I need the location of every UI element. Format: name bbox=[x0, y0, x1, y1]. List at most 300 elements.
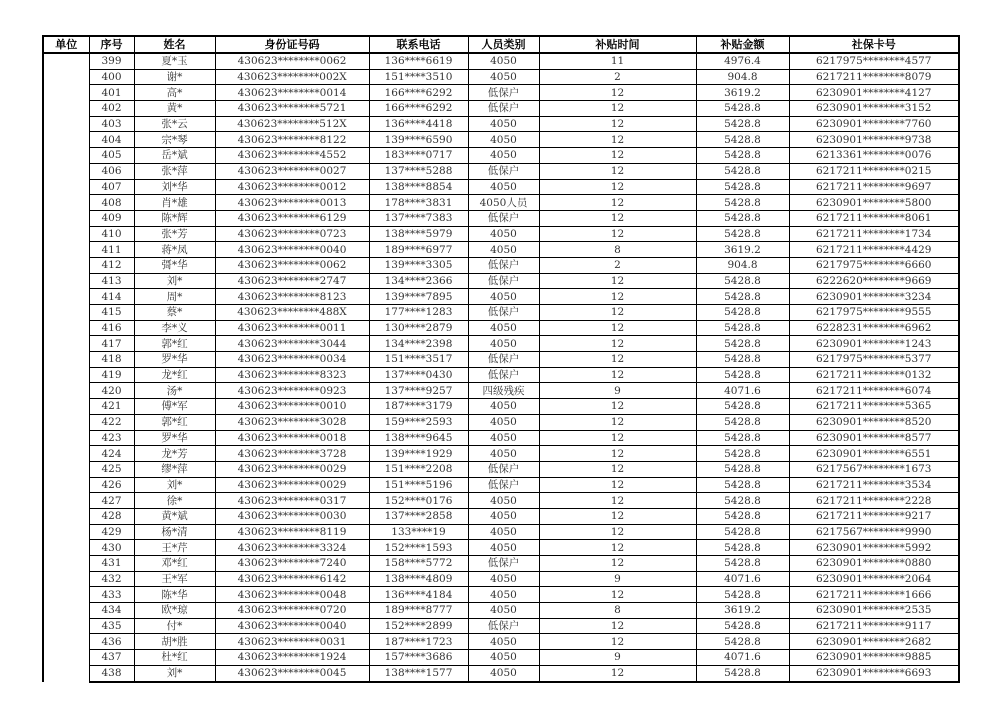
subsidy-months-cell: 12 bbox=[539, 305, 696, 321]
table-row bbox=[43, 273, 959, 289]
phone-cell: 133****19 bbox=[369, 524, 468, 540]
subsidy-months-cell: 12 bbox=[539, 85, 696, 101]
card-number-cell: 6217211********2228 bbox=[789, 493, 959, 509]
name-cell: 陈*华 bbox=[134, 587, 215, 603]
id-number-cell: 430623********0029 bbox=[215, 461, 369, 477]
subsidy-months-cell: 12 bbox=[539, 477, 696, 493]
subsidy-amount-cell: 5428.8 bbox=[696, 179, 789, 195]
seq-cell: 403 bbox=[89, 116, 134, 132]
subsidy-amount-cell: 5428.8 bbox=[696, 226, 789, 242]
subsidy-months-cell: 12 bbox=[539, 430, 696, 446]
id-number-cell: 430623********512X bbox=[215, 116, 369, 132]
seq-cell: 422 bbox=[89, 414, 134, 430]
category-cell: 4050 bbox=[468, 399, 539, 415]
category-cell: 低保户 bbox=[468, 556, 539, 572]
table-row bbox=[43, 556, 959, 572]
phone-cell: 189****6977 bbox=[369, 242, 468, 258]
subsidy-months-cell: 9 bbox=[539, 571, 696, 587]
phone-cell: 177****1283 bbox=[369, 305, 468, 321]
subsidy-months-cell: 12 bbox=[539, 367, 696, 383]
table-row bbox=[43, 430, 959, 446]
subsidy-months-cell: 12 bbox=[539, 163, 696, 179]
name-cell: 缪*萍 bbox=[134, 461, 215, 477]
subsidy-amount-cell: 3619.2 bbox=[696, 603, 789, 619]
name-cell: 周* bbox=[134, 289, 215, 305]
subsidy-amount-cell: 5428.8 bbox=[696, 446, 789, 462]
category-cell: 4050 bbox=[468, 540, 539, 556]
seq-cell: 412 bbox=[89, 257, 134, 273]
subsidy-months-cell: 11 bbox=[539, 53, 696, 69]
name-cell: 郭*红 bbox=[134, 336, 215, 352]
phone-cell: 136****4184 bbox=[369, 587, 468, 603]
table-row bbox=[43, 618, 959, 634]
seq-cell: 419 bbox=[89, 367, 134, 383]
card-number-cell: 6217975********6660 bbox=[789, 257, 959, 273]
name-cell: 王*军 bbox=[134, 571, 215, 587]
name-cell: 张*芳 bbox=[134, 226, 215, 242]
seq-cell: 426 bbox=[89, 477, 134, 493]
seq-cell: 434 bbox=[89, 603, 134, 619]
phone-cell: 138****9645 bbox=[369, 430, 468, 446]
subsidy-amount-cell: 5428.8 bbox=[696, 508, 789, 524]
table-row bbox=[43, 477, 959, 493]
card-number-cell: 6217567********1673 bbox=[789, 461, 959, 477]
name-cell: 李*义 bbox=[134, 320, 215, 336]
subsidy-amount-cell: 5428.8 bbox=[696, 336, 789, 352]
card-number-cell: 6217211********6074 bbox=[789, 383, 959, 399]
phone-cell: 151****2208 bbox=[369, 461, 468, 477]
seq-cell: 423 bbox=[89, 430, 134, 446]
seq-cell: 429 bbox=[89, 524, 134, 540]
card-number-cell: 6217211********9217 bbox=[789, 508, 959, 524]
table-row bbox=[43, 493, 959, 509]
subsidy-amount-cell: 904.8 bbox=[696, 69, 789, 85]
card-number-cell: 6230901********6693 bbox=[789, 665, 959, 681]
name-cell: 刘* bbox=[134, 477, 215, 493]
seq-cell: 433 bbox=[89, 587, 134, 603]
subsidy-amount-cell: 4976.4 bbox=[696, 53, 789, 69]
card-number-cell: 6230901********4127 bbox=[789, 85, 959, 101]
subsidy-months-cell: 12 bbox=[539, 587, 696, 603]
subsidy-amount-cell: 5428.8 bbox=[696, 305, 789, 321]
seq-cell: 409 bbox=[89, 210, 134, 226]
card-number-cell: 6230901********8520 bbox=[789, 414, 959, 430]
subsidy-amount-cell: 5428.8 bbox=[696, 195, 789, 211]
table-row bbox=[43, 101, 959, 117]
subsidy-amount-cell: 5428.8 bbox=[696, 634, 789, 650]
category-cell: 4050 bbox=[468, 320, 539, 336]
id-number-cell: 430623********1924 bbox=[215, 650, 369, 666]
seq-cell: 416 bbox=[89, 320, 134, 336]
table-row bbox=[43, 257, 959, 273]
seq-cell: 425 bbox=[89, 461, 134, 477]
seq-cell: 402 bbox=[89, 101, 134, 117]
seq-cell: 410 bbox=[89, 226, 134, 242]
phone-cell: 139****7895 bbox=[369, 289, 468, 305]
id-number-cell: 430623********8119 bbox=[215, 524, 369, 540]
subsidy-amount-cell: 5428.8 bbox=[696, 116, 789, 132]
subsidy-months-cell: 12 bbox=[539, 665, 696, 681]
table-row bbox=[43, 210, 959, 226]
subsidy-months-cell: 12 bbox=[539, 493, 696, 509]
subsidy-months-cell: 12 bbox=[539, 273, 696, 289]
name-cell: 王*芹 bbox=[134, 540, 215, 556]
phone-cell: 166****6292 bbox=[369, 101, 468, 117]
seq-cell: 404 bbox=[89, 132, 134, 148]
phone-cell: 151****3510 bbox=[369, 69, 468, 85]
name-cell: 欧*琼 bbox=[134, 603, 215, 619]
phone-cell: 137****9257 bbox=[369, 383, 468, 399]
subsidy-amount-cell: 4071.6 bbox=[696, 383, 789, 399]
table-row bbox=[43, 383, 959, 399]
name-cell: 黄*斌 bbox=[134, 508, 215, 524]
table-row bbox=[43, 571, 959, 587]
phone-cell: 138****4809 bbox=[369, 571, 468, 587]
id-number-cell: 430623********0720 bbox=[215, 603, 369, 619]
seq-cell: 436 bbox=[89, 634, 134, 650]
subsidy-amount-cell: 5428.8 bbox=[696, 618, 789, 634]
subsidy-amount-cell: 3619.2 bbox=[696, 85, 789, 101]
id-number-cell: 430623********0029 bbox=[215, 477, 369, 493]
table-row bbox=[43, 603, 959, 619]
table-row bbox=[43, 414, 959, 430]
category-cell: 低保户 bbox=[468, 352, 539, 368]
card-number-cell: 6230901********6551 bbox=[789, 446, 959, 462]
card-number-cell: 6217211********4429 bbox=[789, 242, 959, 258]
category-cell: 4050 bbox=[468, 571, 539, 587]
name-cell: 刘* bbox=[134, 273, 215, 289]
id-number-cell: 430623********0723 bbox=[215, 226, 369, 242]
subsidy-amount-cell: 5428.8 bbox=[696, 556, 789, 572]
name-cell: 杨*清 bbox=[134, 524, 215, 540]
id-number-cell: 430623********3028 bbox=[215, 414, 369, 430]
card-number-cell: 6230901********5992 bbox=[789, 540, 959, 556]
phone-cell: 183****0717 bbox=[369, 148, 468, 164]
name-cell: 陈*辉 bbox=[134, 210, 215, 226]
seq-cell: 438 bbox=[89, 665, 134, 681]
id-number-cell: 430623********0317 bbox=[215, 493, 369, 509]
phone-cell: 189****8777 bbox=[369, 603, 468, 619]
table-row bbox=[43, 289, 959, 305]
id-number-cell: 430623********0031 bbox=[215, 634, 369, 650]
name-cell: 夏*玉 bbox=[134, 53, 215, 69]
id-number-cell: 430623********0012 bbox=[215, 179, 369, 195]
table-row bbox=[43, 650, 959, 666]
name-cell: 刘*华 bbox=[134, 179, 215, 195]
table-row bbox=[43, 524, 959, 540]
phone-cell: 139****6590 bbox=[369, 132, 468, 148]
card-number-cell: 6230901********9885 bbox=[789, 650, 959, 666]
subsidy-amount-cell: 5428.8 bbox=[696, 132, 789, 148]
table-row bbox=[43, 116, 959, 132]
subsidy-months-cell: 12 bbox=[539, 116, 696, 132]
seq-cell: 430 bbox=[89, 540, 134, 556]
unit-cell bbox=[43, 53, 89, 682]
name-cell: 罗*华 bbox=[134, 352, 215, 368]
phone-cell: 166****6292 bbox=[369, 85, 468, 101]
phone-cell: 136****6619 bbox=[369, 53, 468, 69]
subsidy-months-cell: 12 bbox=[539, 101, 696, 117]
category-cell: 低保户 bbox=[468, 210, 539, 226]
seq-cell: 401 bbox=[89, 85, 134, 101]
phone-cell: 139****1929 bbox=[369, 446, 468, 462]
card-number-cell: 6230901********3234 bbox=[789, 289, 959, 305]
phone-cell: 137****0430 bbox=[369, 367, 468, 383]
name-cell: 蔡* bbox=[134, 305, 215, 321]
phone-cell: 138****1577 bbox=[369, 665, 468, 681]
phone-cell: 152****2899 bbox=[369, 618, 468, 634]
card-number-cell: 6217211********9117 bbox=[789, 618, 959, 634]
name-cell: 龙*芳 bbox=[134, 446, 215, 462]
name-cell: 汤* bbox=[134, 383, 215, 399]
card-number-cell: 6217975********9555 bbox=[789, 305, 959, 321]
seq-cell: 427 bbox=[89, 493, 134, 509]
card-number-cell: 6217975********4577 bbox=[789, 53, 959, 69]
subsidy-amount-cell: 5428.8 bbox=[696, 367, 789, 383]
header-subsidy-amount: 补贴金额 bbox=[696, 36, 789, 53]
subsidy-months-cell: 12 bbox=[539, 414, 696, 430]
card-number-cell: 6217211********9697 bbox=[789, 179, 959, 195]
card-number-cell: 6230901********0880 bbox=[789, 556, 959, 572]
category-cell: 4050 bbox=[468, 289, 539, 305]
subsidy-amount-cell: 5428.8 bbox=[696, 587, 789, 603]
subsidy-months-cell: 12 bbox=[539, 132, 696, 148]
card-number-cell: 6217211********1734 bbox=[789, 226, 959, 242]
category-cell: 4050 bbox=[468, 603, 539, 619]
id-number-cell: 430623********0034 bbox=[215, 352, 369, 368]
seq-cell: 421 bbox=[89, 399, 134, 415]
seq-cell: 431 bbox=[89, 556, 134, 572]
subsidy-amount-cell: 5428.8 bbox=[696, 210, 789, 226]
card-number-cell: 6230901********7760 bbox=[789, 116, 959, 132]
name-cell: 谢* bbox=[134, 69, 215, 85]
category-cell: 4050 bbox=[468, 148, 539, 164]
id-number-cell: 430623********0040 bbox=[215, 242, 369, 258]
table-row bbox=[43, 461, 959, 477]
seq-cell: 399 bbox=[89, 53, 134, 69]
name-cell: 胡*胜 bbox=[134, 634, 215, 650]
phone-cell: 130****2879 bbox=[369, 320, 468, 336]
card-number-cell: 6217567********9990 bbox=[789, 524, 959, 540]
id-number-cell: 430623********3728 bbox=[215, 446, 369, 462]
category-cell: 4050 bbox=[468, 493, 539, 509]
subsidy-months-cell: 12 bbox=[539, 336, 696, 352]
category-cell: 4050 bbox=[468, 116, 539, 132]
seq-cell: 424 bbox=[89, 446, 134, 462]
subsidy-amount-cell: 5428.8 bbox=[696, 273, 789, 289]
table-row bbox=[43, 320, 959, 336]
id-number-cell: 430623********6129 bbox=[215, 210, 369, 226]
card-number-cell: 6230901********9738 bbox=[789, 132, 959, 148]
header-unit: 单位 bbox=[43, 36, 89, 53]
category-cell: 4050 bbox=[468, 226, 539, 242]
seq-cell: 417 bbox=[89, 336, 134, 352]
subsidy-amount-cell: 5428.8 bbox=[696, 540, 789, 556]
header-category: 人员类别 bbox=[468, 36, 539, 53]
subsidy-months-cell: 12 bbox=[539, 399, 696, 415]
id-number-cell: 430623********3044 bbox=[215, 336, 369, 352]
subsidy-months-cell: 12 bbox=[539, 524, 696, 540]
subsidy-amount-cell: 5428.8 bbox=[696, 461, 789, 477]
subsidy-months-cell: 12 bbox=[539, 352, 696, 368]
card-number-cell: 6217211********3534 bbox=[789, 477, 959, 493]
subsidy-amount-cell: 5428.8 bbox=[696, 289, 789, 305]
name-cell: 张*萍 bbox=[134, 163, 215, 179]
table-row bbox=[43, 508, 959, 524]
table-row bbox=[43, 132, 959, 148]
subsidy-amount-cell: 5428.8 bbox=[696, 524, 789, 540]
subsidy-amount-cell: 5428.8 bbox=[696, 320, 789, 336]
table-row bbox=[43, 665, 959, 681]
id-number-cell: 430623********0045 bbox=[215, 665, 369, 681]
phone-cell: 138****8854 bbox=[369, 179, 468, 195]
card-number-cell: 6230901********1243 bbox=[789, 336, 959, 352]
phone-cell: 139****3305 bbox=[369, 257, 468, 273]
seq-cell: 415 bbox=[89, 305, 134, 321]
card-number-cell: 6222620********9669 bbox=[789, 273, 959, 289]
category-cell: 低保户 bbox=[468, 367, 539, 383]
id-number-cell: 430623********0040 bbox=[215, 618, 369, 634]
card-number-cell: 6217211********8079 bbox=[789, 69, 959, 85]
phone-cell: 178****3831 bbox=[369, 195, 468, 211]
phone-cell: 152****1593 bbox=[369, 540, 468, 556]
category-cell: 4050 bbox=[468, 634, 539, 650]
name-cell: 张*云 bbox=[134, 116, 215, 132]
phone-cell: 136****4418 bbox=[369, 116, 468, 132]
table-row bbox=[43, 446, 959, 462]
subsidy-months-cell: 12 bbox=[539, 289, 696, 305]
card-number-cell: 6230901********2535 bbox=[789, 603, 959, 619]
card-number-cell: 6217211********0132 bbox=[789, 367, 959, 383]
seq-cell: 428 bbox=[89, 508, 134, 524]
id-number-cell: 430623********6142 bbox=[215, 571, 369, 587]
name-cell: 彁*华 bbox=[134, 257, 215, 273]
seq-cell: 411 bbox=[89, 242, 134, 258]
id-number-cell: 430623********8122 bbox=[215, 132, 369, 148]
subsidy-amount-cell: 5428.8 bbox=[696, 493, 789, 509]
subsidy-amount-cell: 5428.8 bbox=[696, 352, 789, 368]
name-cell: 高* bbox=[134, 85, 215, 101]
name-cell: 黄* bbox=[134, 101, 215, 117]
table-row bbox=[43, 399, 959, 415]
id-number-cell: 430623********0062 bbox=[215, 257, 369, 273]
name-cell: 蒋*凤 bbox=[134, 242, 215, 258]
phone-cell: 138****5979 bbox=[369, 226, 468, 242]
id-number-cell: 430623********0030 bbox=[215, 508, 369, 524]
seq-cell: 435 bbox=[89, 618, 134, 634]
header-name: 姓名 bbox=[134, 36, 215, 53]
subsidy-months-cell: 9 bbox=[539, 383, 696, 399]
phone-cell: 187****3179 bbox=[369, 399, 468, 415]
card-number-cell: 6217211********8061 bbox=[789, 210, 959, 226]
subsidy-months-cell: 9 bbox=[539, 650, 696, 666]
id-number-cell: 430623********0923 bbox=[215, 383, 369, 399]
table-row bbox=[43, 163, 959, 179]
subsidy-months-cell: 12 bbox=[539, 540, 696, 556]
subsidy-months-cell: 8 bbox=[539, 242, 696, 258]
id-number-cell: 430623********4552 bbox=[215, 148, 369, 164]
card-number-cell: 6217211********1666 bbox=[789, 587, 959, 603]
id-number-cell: 430623********7240 bbox=[215, 556, 369, 572]
id-number-cell: 430623********0010 bbox=[215, 399, 369, 415]
subsidy-months-cell: 12 bbox=[539, 210, 696, 226]
header-seq: 序号 bbox=[89, 36, 134, 53]
subsidy-amount-cell: 3619.2 bbox=[696, 242, 789, 258]
id-number-cell: 430623********0014 bbox=[215, 85, 369, 101]
name-cell: 杜*红 bbox=[134, 650, 215, 666]
seq-cell: 432 bbox=[89, 571, 134, 587]
category-cell: 低保户 bbox=[468, 85, 539, 101]
category-cell: 4050 bbox=[468, 587, 539, 603]
category-cell: 4050 bbox=[468, 430, 539, 446]
card-number-cell: 6230901********3152 bbox=[789, 101, 959, 117]
table-row bbox=[43, 195, 959, 211]
category-cell: 4050 bbox=[468, 179, 539, 195]
category-cell: 4050 bbox=[468, 665, 539, 681]
subsidy-months-cell: 12 bbox=[539, 195, 696, 211]
id-number-cell: 430623********488X bbox=[215, 305, 369, 321]
name-cell: 肖*雄 bbox=[134, 195, 215, 211]
category-cell: 低保户 bbox=[468, 618, 539, 634]
table-row bbox=[43, 367, 959, 383]
id-number-cell: 430623********8123 bbox=[215, 289, 369, 305]
name-cell: 徐* bbox=[134, 493, 215, 509]
table-row bbox=[43, 336, 959, 352]
subsidy-months-cell: 12 bbox=[539, 556, 696, 572]
phone-cell: 137****7383 bbox=[369, 210, 468, 226]
category-cell: 4050 bbox=[468, 69, 539, 85]
table-row bbox=[43, 352, 959, 368]
card-number-cell: 6228231********6962 bbox=[789, 320, 959, 336]
subsidy-months-cell: 12 bbox=[539, 226, 696, 242]
table-row bbox=[43, 242, 959, 258]
subsidy-amount-cell: 4071.6 bbox=[696, 650, 789, 666]
category-cell: 4050 bbox=[468, 446, 539, 462]
category-cell: 4050 bbox=[468, 242, 539, 258]
subsidy-months-cell: 2 bbox=[539, 257, 696, 273]
subsidy-months-cell: 12 bbox=[539, 320, 696, 336]
category-cell: 4050 bbox=[468, 414, 539, 430]
phone-cell: 134****2398 bbox=[369, 336, 468, 352]
phone-cell: 137****5288 bbox=[369, 163, 468, 179]
table-row bbox=[43, 587, 959, 603]
card-number-cell: 6217211********0215 bbox=[789, 163, 959, 179]
subsidy-amount-cell: 5428.8 bbox=[696, 414, 789, 430]
subsidy-table bbox=[42, 35, 960, 683]
header-phone: 联系电话 bbox=[369, 36, 468, 53]
header-row bbox=[43, 36, 959, 53]
card-number-cell: 6230901********8577 bbox=[789, 430, 959, 446]
header-id-number: 身份证号码 bbox=[215, 36, 369, 53]
subsidy-amount-cell: 5428.8 bbox=[696, 101, 789, 117]
category-cell: 4050 bbox=[468, 650, 539, 666]
seq-cell: 407 bbox=[89, 179, 134, 195]
id-number-cell: 430623********0011 bbox=[215, 320, 369, 336]
phone-cell: 152****0176 bbox=[369, 493, 468, 509]
card-number-cell: 6213361********0076 bbox=[789, 148, 959, 164]
subsidy-amount-cell: 5428.8 bbox=[696, 665, 789, 681]
category-cell: 低保户 bbox=[468, 461, 539, 477]
table-row bbox=[43, 540, 959, 556]
name-cell: 龙*红 bbox=[134, 367, 215, 383]
phone-cell: 151****3517 bbox=[369, 352, 468, 368]
id-number-cell: 430623********0048 bbox=[215, 587, 369, 603]
category-cell: 低保户 bbox=[468, 257, 539, 273]
category-cell: 4050 bbox=[468, 132, 539, 148]
seq-cell: 400 bbox=[89, 69, 134, 85]
category-cell: 4050 bbox=[468, 508, 539, 524]
seq-cell: 414 bbox=[89, 289, 134, 305]
